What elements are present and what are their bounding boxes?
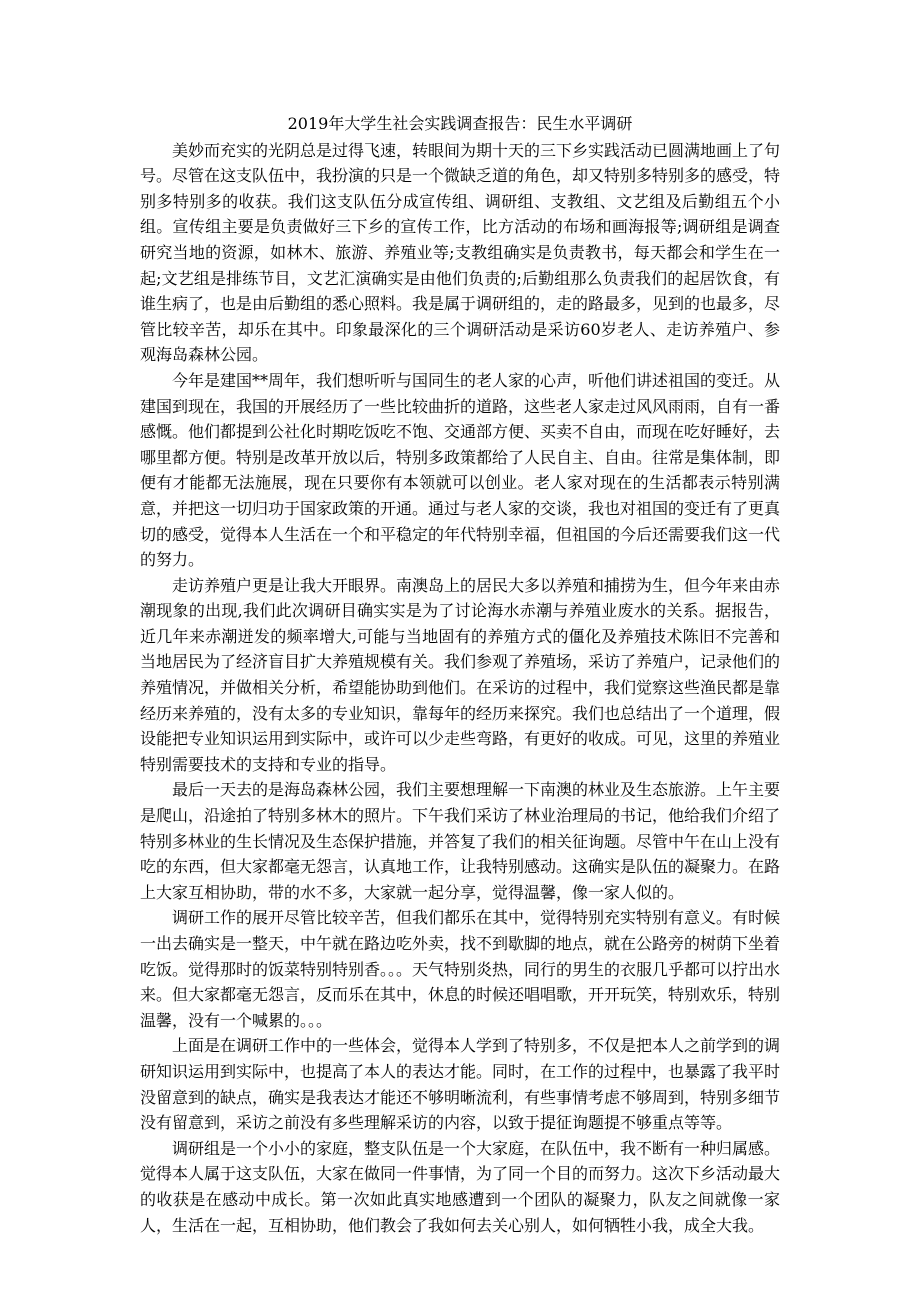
paragraph-reflection: 上面是在调研工作中的一些体会，觉得本人学到了特别多，不仅是把本人之前学到的调研知识运用到实际中，也提高了本人的表达才能。同时，在工作的过程中，也暴露了我平时没留意到的缺点，确实是我表达才能还不够明晰流利，有些事情考虑不够周到，特别多细节没有留意到，采访之前没有多些理解采访的内容，以致于提征询题提不够重点等等。 xyxy=(140,1036,781,1133)
paragraph-aquaculture-visit: 走访养殖户更是让我大开眼界。南澳岛上的居民大多以养殖和捕捞为生，但今年来由赤潮现象的出现,我们此次调研目确实实是为了讨论海水赤潮与养殖业废水的关系。据报告，近几年来赤潮迸发的频率增大,可能与当地固有的养殖方式的僵化及养殖技术陈旧不完善和当地居民为了经济盲目扩大养殖规模有关。我们参观了养殖场，采访了养殖户，记录他们的养殖情况，并做相关分析，希望能协助到他们。在采访的过程中，我们觉察这些渔民都是靠经历来养殖的，没有太多的专业知识，靠每年的经历来探究。我们也总结出了一个道理，假设能把专业知识运用到实际中，或许可以少走些弯路，有更好的收成。可见，这里的养殖业特别需要技术的支持和专业的指导。 xyxy=(140,575,781,774)
paragraph-elderly-interview: 今年是建国**周年，我们想听听与国同生的老人家的心声，听他们讲述祖国的变迁。从建国到现在，我国的开展经历了一些比较曲折的道路，这些老人家走过风风雨雨，自有一番感慨。他们都提到公社化时期吃饭吃不饱、交通部方便、买卖不自由，而现在吃好睡好，去哪里都方便。特别是改革开放以后，特别多政策都给了人民自主、自由。往常是集体制，即便有才能都无法施展，现在只要你有本领就可以创业。老人家对现在的生活都表示特别满意，并把这一切归功于国家政策的开通。通过与老人家的交谈，我也对祖国的变迁有了更真切的感受，觉得本人生活在一个和平稳定的年代特别幸福，但祖国的今后还需要我们这一代的努力。 xyxy=(140,370,781,570)
paragraph-conclusion: 调研组是一个小小的家庭，整支队伍是一个大家庭，在队伍中，我不断有一种归属感。觉得本人属于这支队伍，大家在做同一件事情，为了同一个目的而努力。这次下乡活动最大的收获是在感动中成长。第一次如此真实地感遭到一个团队的凝聚力，队友之间就像一家人，生活在一起，互相协助，他们教会了我如何去关心别人，如何牺牲小我，成全大我。 xyxy=(140,1138,781,1235)
document-body xyxy=(140,111,780,1238)
document-title: 2019年大学生社会实践调查报告：民生水平调研 xyxy=(287,114,633,133)
paragraph-intro: 美妙而充实的光阴总是过得飞速，转眼间为期十天的三下乡实践活动已圆满地画上了句号。尽管在这支队伍中，我扮演的只是一个微缺乏道的角色，却又特别多特别多的感受，特别多特别多的收获。我们这支队伍分成宣传组、调研组、支教组、文艺组及后勤组五个小组。宣传组主要是负责做好三下乡的宣传工作，比方活动的布场和画海报等;调研组是调查研究当地的资源，如林木、旅游、养殖业等;支教组确实是负责教书，每天都会和学生在一起;文艺组是排练节目，文艺汇演确实是由他们负责的;后勤组那么负责我们的起居饮食，有谁生病了，也是由后勤组的悉心照料。我是属于调研组的，走的路最多，见到的也最多，尽管比较辛苦，却乐在其中。印象最深化的三个调研活动是采访60岁老人、走访养殖户、参观海岛森林公园。 xyxy=(140,140,781,365)
paragraph-fieldwork-experience: 调研工作的展开尽管比较辛苦，但我们都乐在其中，觉得特别充实特别有意义。有时候一出去确实是一整天，中午就在路边吃外卖，找不到歇脚的地点，就在公路旁的树荫下坐着吃饭。觉得那时的饭菜特别特别香。。。天气特别炎热，同行的男生的衣服几乎都可以拧出水来。但大家都毫无怨言，反而乐在其中，休息的时候还唱唱歌，开开玩笑，特别欢乐，特别温馨，没有一个喊累的。。。 xyxy=(140,908,781,1030)
paragraph-forest-park: 最后一天去的是海岛森林公园，我们主要想理解一下南澳的林业及生态旅游。上午主要是爬山，沿途拍了特别多林木的照片。下午我们采访了林业治理局的书记，他给我们介绍了特别多林业的生长情况及生态保护措施，并答复了我们的相关征询题。尽管中午在山上没有吃的东西，但大家都毫无怨言，认真地工作，让我特别感动。这确实是队伍的凝聚力。在路上大家互相协助，带的水不多，大家就一起分享，觉得温馨，像一家人似的。 xyxy=(140,780,781,902)
